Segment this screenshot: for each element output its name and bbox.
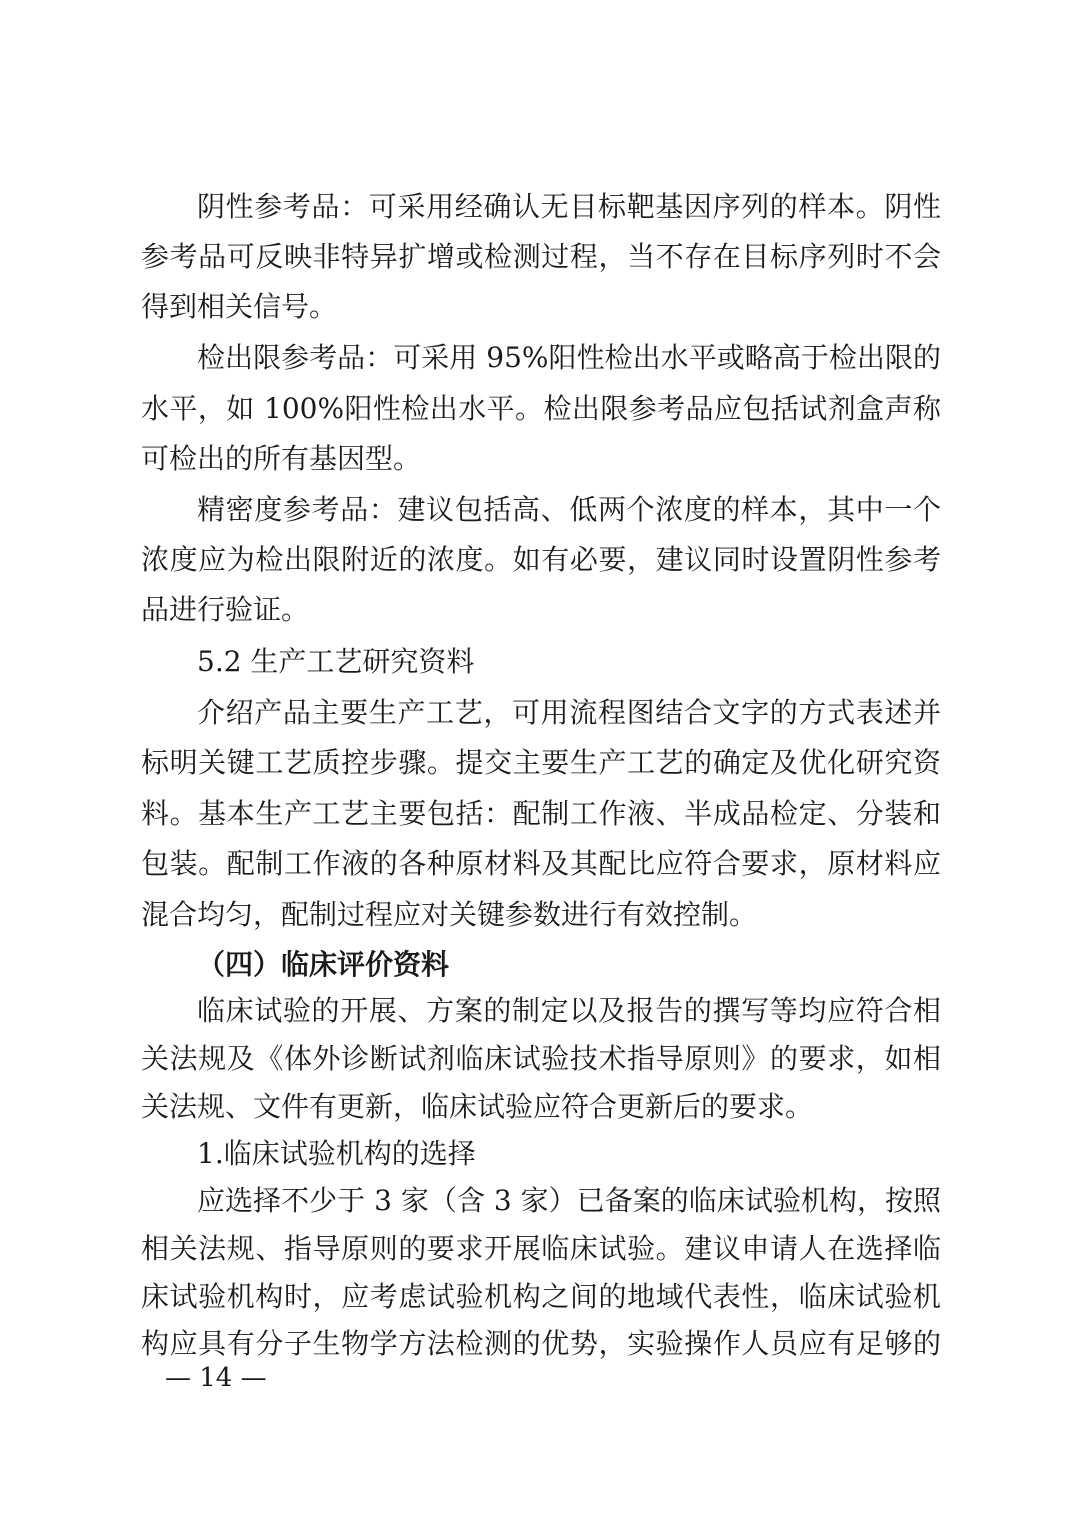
paragraph-line: 包装。配制工作液的各种原材料及其配比应符合要求，原材料应 bbox=[141, 847, 941, 880]
paragraph-line: 构应具有分子生物学方法检测的优势，实验操作人员应有足够的 bbox=[141, 1327, 941, 1360]
paragraph-line: 关法规、文件有更新，临床试验应符合更新后的要求。 bbox=[141, 1090, 814, 1123]
paragraph-line: 精密度参考品：建议包括高、低两个浓度的样本，其中一个 bbox=[197, 493, 941, 526]
paragraph-line: 混合均匀，配制过程应对关键参数进行有效控制。 bbox=[141, 898, 758, 931]
page-number: — 14 — bbox=[165, 1363, 267, 1393]
paragraph-line: 临床试验的开展、方案的制定以及报告的撰写等均应符合相 bbox=[197, 994, 941, 1027]
paragraph-line: 应选择不少于 3 家（含 3 家）已备案的临床试验机构，按照 bbox=[197, 1184, 941, 1217]
paragraph-line: 参考品可反映非特异扩增或检测过程，当不存在目标序列时不会 bbox=[141, 240, 941, 273]
paragraph-line: 标明关键工艺质控步骤。提交主要生产工艺的确定及优化研究资 bbox=[141, 746, 941, 779]
paragraph-line: 介绍产品主要生产工艺，可用流程图结合文字的方式表述并 bbox=[197, 696, 941, 729]
paragraph-line: 相关法规、指导原则的要求开展临床试验。建议申请人在选择临 bbox=[141, 1232, 941, 1265]
section-heading: 1.临床试验机构的选择 bbox=[197, 1137, 476, 1170]
paragraph-line: 浓度应为检出限附近的浓度。如有必要，建议同时设置阴性参考 bbox=[141, 543, 941, 576]
paragraph-line: 品进行验证。 bbox=[141, 593, 310, 626]
section-heading: 5.2 生产工艺研究资料 bbox=[197, 645, 475, 678]
paragraph-line: 检出限参考品：可采用 95%阳性检出水平或略高于检出限的 bbox=[197, 341, 941, 374]
paragraph-line: 可检出的所有基因型。 bbox=[141, 442, 422, 475]
paragraph-line: 床试验机构时，应考虑试验机构之间的地域代表性，临床试验机 bbox=[141, 1280, 941, 1313]
section-heading: （四）临床评价资料 bbox=[197, 948, 450, 981]
paragraph-line: 阴性参考品：可采用经确认无目标靶基因序列的样本。阴性 bbox=[197, 190, 941, 223]
paragraph-line: 关法规及《体外诊断试剂临床试验技术指导原则》的要求，如相 bbox=[141, 1042, 941, 1075]
paragraph-line: 得到相关信号。 bbox=[141, 290, 338, 323]
paragraph-line: 水平，如 100%阳性检出水平。检出限参考品应包括试剂盒声称 bbox=[141, 392, 941, 425]
paragraph-line: 料。基本生产工艺主要包括：配制工作液、半成品检定、分装和 bbox=[141, 797, 941, 830]
